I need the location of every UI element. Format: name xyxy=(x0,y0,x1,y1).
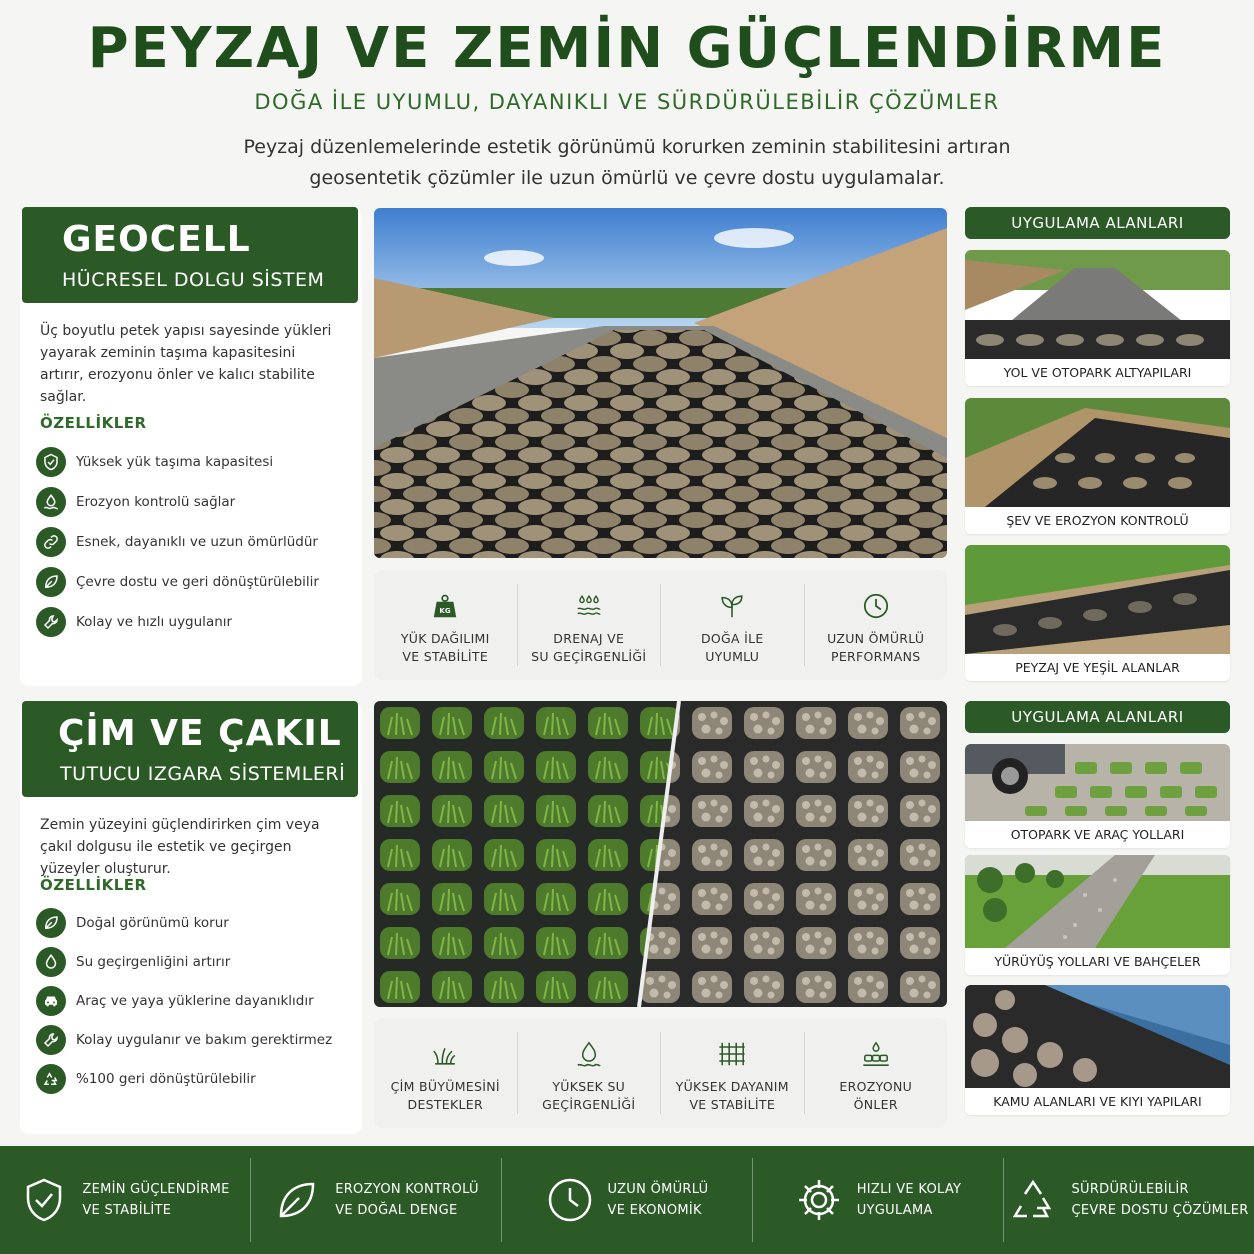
link-icon xyxy=(36,527,66,557)
landscape-green-photo xyxy=(965,545,1230,654)
application-card xyxy=(965,398,1230,534)
benefit-label: YÜKSEK SU GEÇİRGENLİĞİ xyxy=(542,1079,636,1112)
benefit-item xyxy=(374,584,518,666)
sprout-icon xyxy=(712,592,752,620)
benefit-item xyxy=(518,1032,662,1114)
geocell-heading xyxy=(22,207,358,303)
feature-item xyxy=(36,522,356,562)
application-caption: PEYZAJ VE YEŞİL ALANLAR xyxy=(965,654,1230,681)
feature-item xyxy=(36,1059,356,1098)
feature-item xyxy=(36,981,356,1020)
intro-line-2: geosentetik çözümler ile uzun ömürlü ve çevre dostu uygulamalar. xyxy=(309,167,945,189)
geocell-description: Üç boyutlu petek yapısı sayesinde yükleri yayarak zeminin taşıma kapasitesini artırır, erozyonu önler ve kalıcı stabilite sağlar. xyxy=(40,323,332,405)
benefit-item xyxy=(661,584,805,666)
feature-label: Esnek, dayanıklı ve uzun ömürlüdür xyxy=(76,534,318,550)
footer-label: HIZLI VE KOLAY UYGULAMA xyxy=(856,1182,962,1218)
slope-erosion-photo xyxy=(965,398,1230,507)
leaf-icon xyxy=(273,1176,321,1224)
footer-item xyxy=(502,1158,753,1242)
water-erosion-icon xyxy=(36,487,66,517)
grid-applications-title: UYGULAMA ALANLARI xyxy=(965,701,1230,733)
feature-label: Kolay ve hızlı uygulanır xyxy=(76,614,233,630)
feature-label: Kolay uygulanır ve bakım gerektirmez xyxy=(76,1031,333,1048)
page-subtitle: DOĞA İLE UYUMLU, DAYANIKLI VE SÜRDÜRÜLEBİLİR ÇÖZÜMLER xyxy=(254,90,1000,114)
benefit-item xyxy=(518,584,662,666)
footer-label: UZUN ÖMÜRLÜ VE EKONOMİK xyxy=(607,1182,709,1218)
feature-label: Erozyon kontrolü sağlar xyxy=(76,494,236,510)
grid-features-list xyxy=(36,903,356,1098)
application-caption: OTOPARK VE ARAÇ YOLLARI xyxy=(965,821,1230,848)
feature-item xyxy=(36,903,356,942)
feature-label: Çevre dostu ve geri dönüştürülebilir xyxy=(76,574,319,590)
grid-title: ÇİM VE ÇAKIL xyxy=(58,713,342,754)
benefit-item xyxy=(661,1032,805,1114)
footer-bar xyxy=(0,1146,1254,1254)
geocell-features-title: ÖZELLİKLER xyxy=(40,414,147,432)
wrench-icon xyxy=(36,607,66,637)
feature-item xyxy=(36,942,356,981)
footer-label: ZEMİN GÜÇLENDİRME VE STABİLİTE xyxy=(82,1182,230,1218)
footer-item xyxy=(0,1158,251,1242)
intro-line-1: Peyzaj düzenlemelerinde estetik görünümü korurken zeminin stabilitesini artıran xyxy=(243,136,1011,158)
clock-icon xyxy=(856,592,896,620)
parking-road-photo xyxy=(965,744,1230,821)
grass-gravel-grid-photo xyxy=(374,701,947,1007)
application-card xyxy=(965,985,1230,1115)
clock-icon xyxy=(546,1176,594,1224)
page-title: PEYZAJ VE ZEMİN GÜÇLENDİRME xyxy=(87,16,1167,81)
grid-features-title: ÖZELLİKLER xyxy=(40,876,147,894)
benefit-item xyxy=(805,1032,948,1114)
application-caption: YÜRÜYÜŞ YOLLARI VE BAHÇELER xyxy=(965,948,1230,975)
benefit-label: YÜK DAĞILIMI VE STABİLİTE xyxy=(400,631,490,664)
feature-item xyxy=(36,602,356,642)
feature-item xyxy=(36,442,356,482)
shield-check-icon xyxy=(20,1176,68,1224)
feature-label: Doğal görünümü korur xyxy=(76,914,229,931)
feature-label: Yüksek yük taşıma kapasitesi xyxy=(76,454,274,470)
grid-benefits-bar xyxy=(374,1018,947,1128)
grid-description: Zemin yüzeyini güçlendirirken çim veya çakıl dolgusu ile estetik ve geçirgen yüzeyler oluşturur. xyxy=(40,817,320,877)
footer-item xyxy=(753,1158,1004,1242)
car-icon xyxy=(36,986,66,1016)
road-parking-photo xyxy=(965,250,1230,359)
grid-heading xyxy=(22,701,358,797)
application-card xyxy=(965,855,1230,975)
grid-icon xyxy=(712,1040,752,1068)
benefit-item xyxy=(374,1032,518,1114)
feature-label: %100 geri dönüştürülebilir xyxy=(76,1070,256,1087)
benefit-label: EROZYONU ÖNLER xyxy=(839,1079,913,1112)
grid-subtitle: TUTUCU IZGARA SİSTEMLERİ xyxy=(60,763,346,785)
application-card xyxy=(965,545,1230,681)
gear-icon xyxy=(795,1176,843,1224)
page-header xyxy=(0,0,1254,200)
footer-label: EROZYON KONTROLÜ VE DOĞAL DENGE xyxy=(335,1182,479,1218)
application-caption: ŞEV VE EROZYON KONTROLÜ xyxy=(965,507,1230,534)
application-caption: KAMU ALANLARI VE KIYI YAPILARI xyxy=(965,1088,1230,1115)
feature-item xyxy=(36,482,356,522)
benefit-label: YÜKSEK DAYANIM VE STABİLİTE xyxy=(675,1079,789,1112)
erosion-blocks-icon xyxy=(856,1040,896,1068)
wrench-icon xyxy=(36,1025,66,1055)
geocell-applications-title: UYGULAMA ALANLARI xyxy=(965,207,1230,239)
leaf-icon xyxy=(36,908,66,938)
geocell-title: GEOCELL xyxy=(62,219,251,260)
benefit-label: UZUN ÖMÜRLÜ PERFORMANS xyxy=(827,631,925,664)
footer-item xyxy=(251,1158,502,1242)
footer-item xyxy=(1004,1158,1254,1242)
drainage-icon xyxy=(569,592,609,620)
feature-item xyxy=(36,1020,356,1059)
recycle-icon xyxy=(1009,1176,1057,1224)
benefit-label: DOĞA İLE UYUMLU xyxy=(700,631,764,664)
benefit-label: DRENAJ VE SU GEÇİRGENLİĞİ xyxy=(531,631,647,664)
svg-text:KG: KG xyxy=(439,607,451,615)
grass-icon xyxy=(425,1040,465,1068)
feature-label: Su geçirgenliğini artırır xyxy=(76,953,231,970)
benefit-item xyxy=(805,584,948,666)
geocell-benefits-bar xyxy=(374,570,947,680)
recycle-icon xyxy=(36,1064,66,1094)
water-drop-icon xyxy=(36,947,66,977)
application-caption: YOL VE OTOPARK ALTYAPILARI xyxy=(965,359,1230,386)
feature-item xyxy=(36,562,356,602)
geocell-road-photo xyxy=(374,208,947,558)
application-card xyxy=(965,250,1230,386)
feature-label: Araç ve yaya yüklerine dayanıklıdır xyxy=(76,992,314,1009)
coastal-public-photo xyxy=(965,985,1230,1088)
kg-weight-icon xyxy=(425,592,465,620)
shield-check-icon xyxy=(36,447,66,477)
benefit-label: ÇİM BÜYÜMESİNİ DESTEKLER xyxy=(390,1079,500,1112)
application-card xyxy=(965,744,1230,848)
geocell-features-list xyxy=(36,442,356,642)
footer-label: SÜRDÜRÜLEBİLİR ÇEVRE DOSTU ÇÖZÜMLER xyxy=(1071,1182,1249,1218)
walkway-garden-photo xyxy=(965,855,1230,948)
water-drop-icon xyxy=(569,1040,609,1068)
geocell-subtitle: HÜCRESEL DOLGU SİSTEM xyxy=(62,269,325,291)
intro-text xyxy=(177,132,1077,194)
leaf-icon xyxy=(36,567,66,597)
